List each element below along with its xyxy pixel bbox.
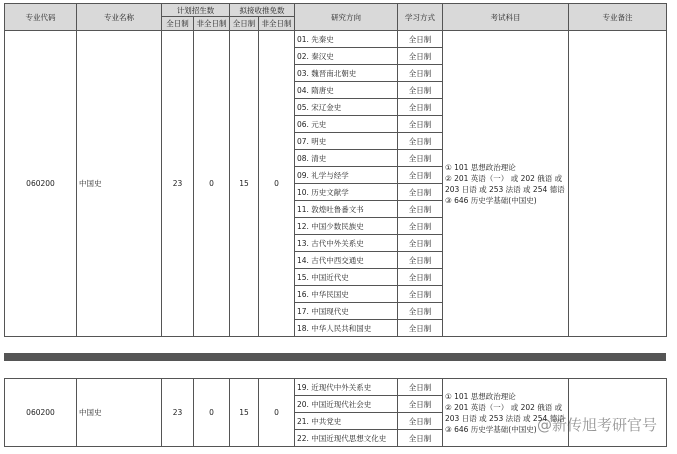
research-direction: 01. 先秦史 — [295, 31, 398, 48]
study-mode: 全日制 — [398, 430, 443, 447]
research-direction: 13. 古代中外关系史 — [295, 235, 398, 252]
study-mode: 全日制 — [398, 65, 443, 82]
major-name: 中国史 — [77, 379, 162, 447]
study-mode: 全日制 — [398, 269, 443, 286]
study-mode: 全日制 — [398, 133, 443, 150]
major-code: 060200 — [5, 31, 77, 337]
exempt-parttime: 0 — [259, 31, 295, 337]
research-direction: 07. 明史 — [295, 133, 398, 150]
study-mode: 全日制 — [398, 48, 443, 65]
study-mode: 全日制 — [398, 31, 443, 48]
research-direction: 04. 隋唐史 — [295, 82, 398, 99]
plan-fulltime: 23 — [162, 31, 194, 337]
study-mode: 全日制 — [398, 201, 443, 218]
research-direction: 12. 中国少数民族史 — [295, 218, 398, 235]
header-mode: 学习方式 — [398, 4, 443, 31]
exam-subject-line: ③ 646 历史学基础(中国史) — [445, 195, 537, 205]
major-name: 中国史 — [77, 31, 162, 337]
study-mode: 全日制 — [398, 413, 443, 430]
header-direction: 研究方向 — [295, 4, 398, 31]
plan-parttime: 0 — [194, 379, 230, 447]
exam-subject-line: ① 101 思想政治理论 — [445, 391, 516, 401]
study-mode: 全日制 — [398, 99, 443, 116]
research-direction: 22. 中国近现代思想文化史 — [295, 430, 398, 447]
exam-subject-line: ① 101 思想政治理论 — [445, 162, 516, 172]
table-row — [5, 379, 667, 396]
header-exempt: 拟接收推免数 — [230, 4, 295, 17]
study-mode: 全日制 — [398, 82, 443, 99]
header-remarks: 专业备注 — [569, 4, 667, 31]
header-exempt-fulltime: 全日制 — [230, 17, 259, 31]
header-plan-fulltime: 全日制 — [162, 17, 194, 31]
research-direction: 15. 中国近代史 — [295, 269, 398, 286]
research-direction: 10. 历史文献学 — [295, 184, 398, 201]
research-direction: 14. 古代中西交通史 — [295, 252, 398, 269]
major-code: 060200 — [5, 379, 77, 447]
research-direction: 05. 宋辽金史 — [295, 99, 398, 116]
major-remarks — [569, 379, 667, 447]
study-mode: 全日制 — [398, 235, 443, 252]
research-direction: 11. 敦煌吐鲁番文书 — [295, 201, 398, 218]
study-mode: 全日制 — [398, 320, 443, 337]
plan-parttime: 0 — [194, 31, 230, 337]
exempt-fulltime: 15 — [230, 31, 259, 337]
research-direction: 21. 中共党史 — [295, 413, 398, 430]
research-direction: 08. 清史 — [295, 150, 398, 167]
study-mode: 全日制 — [398, 379, 443, 396]
research-direction: 03. 魏晋南北朝史 — [295, 65, 398, 82]
exempt-fulltime: 15 — [230, 379, 259, 447]
study-mode: 全日制 — [398, 252, 443, 269]
study-mode: 全日制 — [398, 218, 443, 235]
study-mode: 全日制 — [398, 167, 443, 184]
exam-subjects — [443, 379, 569, 447]
plan-fulltime: 23 — [162, 379, 194, 447]
research-direction: 02. 秦汉史 — [295, 48, 398, 65]
section-divider — [4, 353, 666, 361]
research-direction: 19. 近现代中外关系史 — [295, 379, 398, 396]
header-exempt-parttime: 非全日制 — [259, 17, 295, 31]
exam-subject-line: ② 201 英语（一） 或 202 俄语 或 203 日语 或 253 法语 或 254 德语 — [445, 402, 565, 423]
study-mode: 全日制 — [398, 286, 443, 303]
watermark: @新传旭考研官号 — [536, 416, 657, 434]
exempt-parttime: 0 — [259, 379, 295, 447]
exam-subject-line: ② 201 英语（一） 或 202 俄语 或 203 日语 或 253 法语 或 254 德语 — [445, 173, 565, 194]
research-direction: 20. 中国近现代社会史 — [295, 396, 398, 413]
header-name: 专业名称 — [77, 4, 162, 31]
study-mode: 全日制 — [398, 150, 443, 167]
study-mode: 全日制 — [398, 396, 443, 413]
header-code: 专业代码 — [5, 4, 77, 31]
research-direction: 06. 元史 — [295, 116, 398, 133]
header-plan-parttime: 非全日制 — [194, 17, 230, 31]
study-mode: 全日制 — [398, 184, 443, 201]
research-direction: 09. 礼学与经学 — [295, 167, 398, 184]
header-subjects: 考试科目 — [443, 4, 569, 31]
exam-subject-line: ③ 646 历史学基础(中国史) — [445, 424, 537, 434]
research-direction: 18. 中华人民共和国史 — [295, 320, 398, 337]
research-direction: 17. 中国现代史 — [295, 303, 398, 320]
table-row — [5, 31, 667, 48]
study-mode: 全日制 — [398, 303, 443, 320]
study-mode: 全日制 — [398, 116, 443, 133]
exam-subjects — [443, 31, 569, 337]
major-remarks — [569, 31, 667, 337]
research-direction: 16. 中华民国史 — [295, 286, 398, 303]
admissions-table-bottom — [4, 378, 667, 447]
admissions-table-top — [4, 3, 667, 337]
header-plan: 计划招生数 — [162, 4, 230, 17]
